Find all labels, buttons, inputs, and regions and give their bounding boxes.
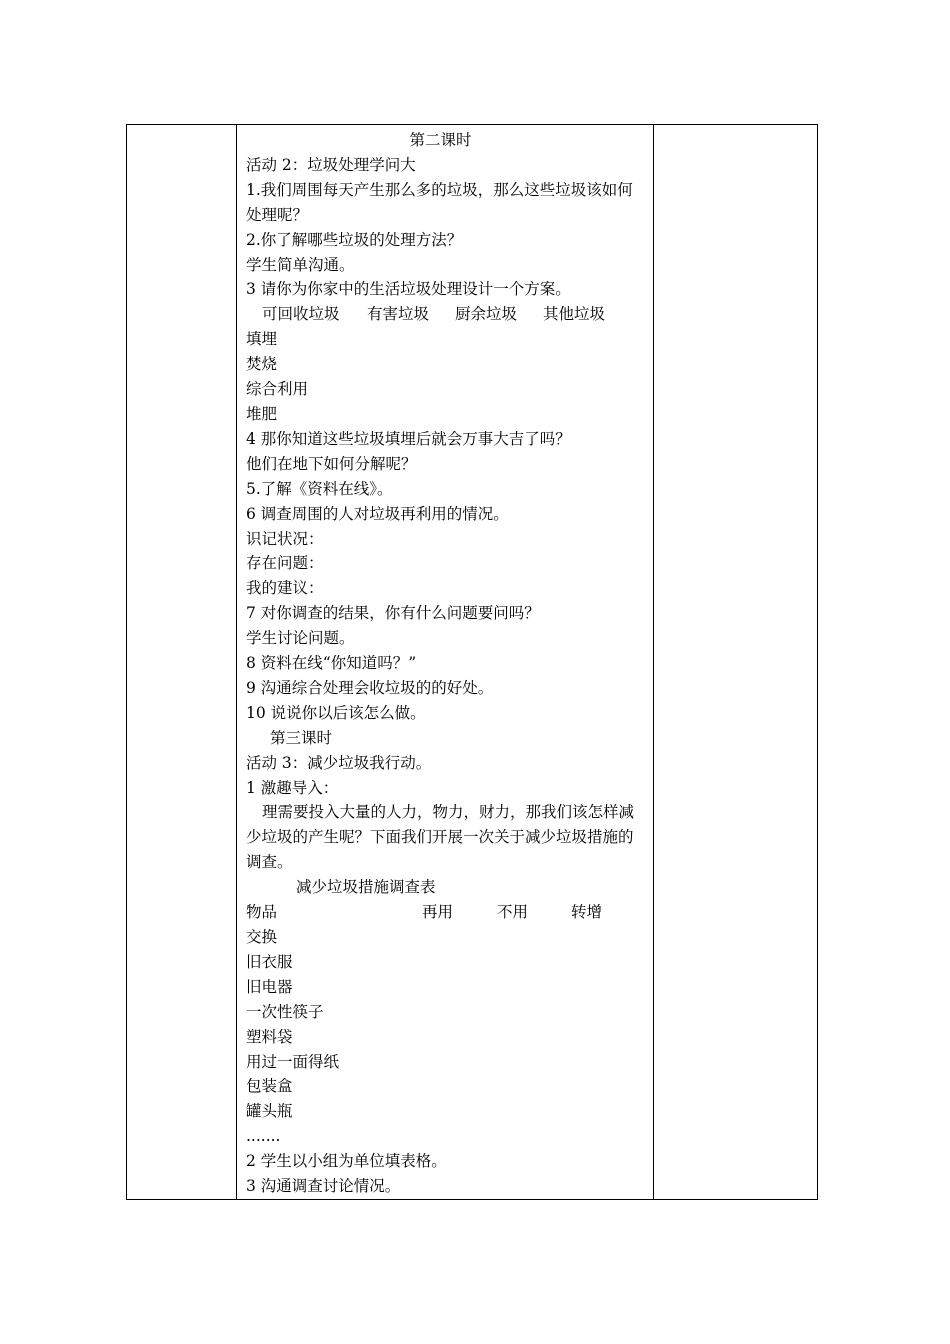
- survey-header-item: 物品: [246, 903, 278, 922]
- method-incineration: 焚烧: [246, 355, 278, 374]
- lesson2-question-4b: 他们在地下如何分解呢？: [246, 454, 417, 473]
- list-item: 包装盒: [246, 1077, 293, 1096]
- lesson2-title: 第二课时: [409, 131, 472, 149]
- survey-header-exchange: 交换: [246, 928, 278, 946]
- list-item: 塑料袋: [246, 1027, 293, 1046]
- lesson-content: [237, 125, 653, 1199]
- table-row: [127, 125, 818, 1200]
- category-recyclable: 可回收垃圾: [262, 305, 340, 324]
- survey-item-problems: 存在问题：: [246, 554, 324, 573]
- lesson2-question-2-note: 学生简单沟通。: [246, 255, 355, 274]
- lesson2-question-5: 5.了解《资料在线》。: [246, 479, 393, 498]
- lesson2-question-9: 9 沟通综合处理会收垃圾的的好处。: [246, 678, 494, 697]
- list-item: 旧电器: [246, 977, 293, 996]
- lesson2-question-7: 7 对你调查的结果，你有什么问题要问吗？: [246, 604, 540, 623]
- survey-item-suggestions: 我的建议：: [246, 579, 324, 598]
- lesson3-step-2: 2 学生以小组为单位填表格。: [246, 1152, 447, 1171]
- right-column-cell: [654, 125, 818, 1200]
- survey-header-reuse: 再用: [422, 903, 454, 922]
- lesson2-question-6: 6 调查周围的人对垃圾再利用的情况。: [246, 504, 509, 523]
- lesson2-question-1: 1.我们周围每天产生那么多的垃圾，那么这些垃圾该如何处理呢？: [246, 180, 633, 224]
- category-hazardous: 有害垃圾: [367, 305, 430, 324]
- list-item: 旧衣服: [246, 952, 293, 971]
- lesson3-title: 第三课时: [270, 728, 333, 747]
- lesson2-question-7-note: 学生讨论问题。: [246, 629, 355, 648]
- lesson3-step-1: 1 激趣导入：: [246, 778, 339, 797]
- lesson3-intro: 理需要投入大量的人力，物力，财力，那我们该怎样减少垃圾的产生呢？下面我们开展一次关于减少垃圾措施的调查。: [246, 803, 635, 872]
- survey-header-transfer: 转增: [571, 903, 603, 922]
- list-item: 罐头瓶: [246, 1102, 293, 1121]
- category-kitchen: 厨余垃圾: [455, 305, 518, 324]
- lesson3-activity: 活动 3：减少垃圾我行动。: [246, 753, 432, 772]
- method-landfill: 填埋: [246, 330, 278, 349]
- waste-categories: [246, 302, 645, 327]
- lesson2-question-10: 10 说说你以后该怎么做。: [246, 703, 426, 722]
- content-column-cell: [237, 125, 654, 1200]
- method-comprehensive-use: 综合利用: [246, 380, 309, 399]
- lesson3-step-3: 3 沟通调查讨论情况。: [246, 1177, 401, 1196]
- lesson2-question-3: 3 请你为你家中的生活垃圾处理设计一个方案。: [246, 280, 571, 299]
- list-item: 一次性筷子: [246, 1002, 324, 1021]
- lesson2-question-2: 2.你了解哪些垃圾的处理方法？: [246, 230, 463, 249]
- method-compost: 堆肥: [246, 404, 278, 423]
- left-column-cell: [127, 125, 237, 1200]
- survey-header-nouse: 不用: [497, 903, 529, 922]
- survey-table-title: 减少垃圾措施调查表: [296, 878, 436, 897]
- lesson2-question-8: 8 资料在线“你知道吗？”: [246, 654, 417, 673]
- lesson2-question-4: 4 那你知道这些垃圾填埋后就会万事大吉了吗？: [246, 429, 571, 448]
- lesson2-activity: 活动 2：垃圾处理学问大: [246, 155, 416, 174]
- list-item: 用过一面得纸: [246, 1052, 340, 1071]
- list-ellipsis: .......: [246, 1127, 281, 1146]
- category-other: 其他垃圾: [543, 305, 606, 324]
- lesson-plan-table: [126, 124, 818, 1200]
- survey-table-header: [246, 900, 645, 925]
- survey-item-status: 识记状况：: [246, 529, 324, 548]
